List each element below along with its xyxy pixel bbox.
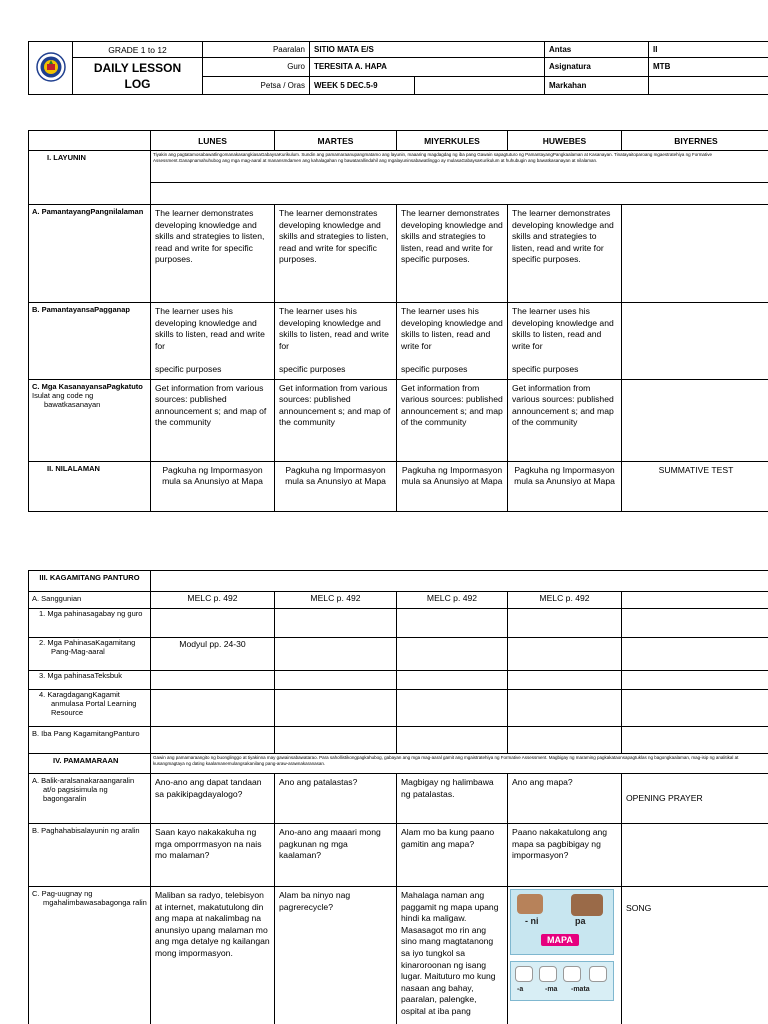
antas-label: Antas	[545, 42, 649, 58]
pagganap-cell	[275, 303, 397, 380]
pag-uugnay-label: C. Pag-uugnay ng mgahalimbawasabagonga ralin	[29, 887, 151, 1024]
seal-icon	[36, 52, 66, 82]
syllable-mata: -mata	[571, 986, 590, 993]
layunin-aralin-cell: Ano-ano ang maaari mong pagkunan ng mga kaalaman?	[275, 824, 397, 887]
nilalaman-cell: Pagkuha ng Impormasyon mula sa Anunsiyo at Mapa	[151, 461, 275, 511]
pagganap-text: The learner uses his developing knowledge and skills to listen, read and write for	[155, 306, 265, 351]
pagkatuto-cell: Get information from various sources: published announcement s; and map of the community	[397, 379, 508, 461]
day-header: LUNES	[151, 131, 275, 151]
pagganap-tail: specific purposes	[512, 363, 579, 374]
lesson-grid-bottom	[28, 570, 768, 1024]
page-title	[73, 58, 203, 95]
empty-cell	[275, 671, 397, 690]
syllable-pa: pa	[575, 916, 586, 926]
empty-cell	[397, 671, 508, 690]
pagganap-cell	[622, 303, 768, 380]
pagkatuto-sublabel2: bawatkasanayan	[44, 399, 101, 409]
balik-aral-cell: Ano ang patalastas?	[275, 774, 397, 824]
syllable-a: -a	[517, 986, 524, 993]
day-header: MARTES	[275, 131, 397, 151]
empty-cell	[275, 727, 397, 754]
empty-cell	[622, 638, 768, 671]
day-header: MIYERKULES	[397, 131, 508, 151]
pagkatuto-cell: Get information from various sources: published announcement s; and map of the community	[508, 379, 622, 461]
tile-picture	[589, 966, 607, 982]
pagkatuto-label-cell	[29, 379, 151, 461]
day-header: BIYERNES	[622, 131, 768, 151]
layunin-aralin-cell	[622, 824, 768, 887]
pagganap-text: The learner uses his developing knowledge and skills to listen, read and write for	[279, 306, 389, 351]
sanggunian-label: A. Sanggunian	[29, 592, 151, 609]
balik-aral-cell: Magbigay ng halimbawa ng patalastas.	[397, 774, 508, 824]
tile-picture	[563, 966, 581, 982]
eye-picture	[539, 966, 557, 982]
pagganap-tail: specific purposes	[401, 363, 468, 374]
pagganap-text: The learner uses his developing knowledge and skills to listen, read and write for	[512, 306, 614, 351]
item3-label: 3. Mga pahinasaTeksbuk	[29, 671, 151, 690]
nilalaman-label: II. NILALAMAN	[29, 461, 151, 511]
guro-label: Guro	[203, 58, 310, 77]
pagkatuto-sublabel1: Isulat ang code ng	[32, 390, 94, 400]
sanggunian-cell	[622, 592, 768, 609]
empty-cell	[508, 638, 622, 671]
sanggunian-cell: MELC p. 492	[275, 592, 397, 609]
pag-uugnay-cell: Maliban sa radyo, telebisyon at internet, makatutulong din ang mapa at nakalimbag na anunsiyo upang malaman mo ang mga detalye ng kailangan mong impormasyon.	[151, 887, 275, 1024]
pagganap-label: B. PamantayansaPagganap	[29, 303, 151, 380]
markahan-value	[649, 76, 768, 95]
petsa-label: Petsa / Oras	[203, 76, 310, 95]
pangnilalaman-label: A. PamantayangPangnilalaman	[29, 205, 151, 303]
empty-cell	[622, 727, 768, 754]
layunin-aralin-label: B. Paghahabisalayunin ng aralin	[29, 824, 151, 887]
pangnilalaman-cell: The learner demonstrates developing knowledge and skills and strategies to listen, read and write for specific purposes.	[151, 205, 275, 303]
iba-label: B. Iba Pang KagamitangPanturo	[29, 727, 151, 754]
item1-label: 1. Mga pahinasagabay ng guro	[29, 609, 151, 638]
header-table	[28, 41, 768, 95]
pangnilalaman-cell: The learner demonstrates developing knowledge and skills and strategies to listen, read and write for specific purposes.	[397, 205, 508, 303]
pagkatuto-cell: Get information from various sources: published announcement s; and map of the community	[275, 379, 397, 461]
hand-picture	[517, 894, 543, 914]
markahan-label: Markahan	[545, 76, 649, 95]
grade-label: GRADE 1 to 12	[73, 42, 203, 58]
item2-value: Modyul pp. 24-30	[151, 638, 275, 671]
nilalaman-cell: Pagkuha ng Impormasyon mula sa Anunsiyo at Mapa	[275, 461, 397, 511]
guro-value: TERESITA A. HAPA	[310, 58, 545, 77]
mapa-image-cell	[508, 887, 622, 1024]
empty-cell	[622, 671, 768, 690]
tile-picture	[515, 966, 533, 982]
pagganap-cell	[397, 303, 508, 380]
petsa-extra	[415, 76, 545, 95]
layunin-aralin-cell: Alam mo ba kung paano gamitin ang mapa?	[397, 824, 508, 887]
empty-cell	[275, 609, 397, 638]
pagganap-tail: specific purposes	[279, 363, 346, 374]
empty-cell	[275, 638, 397, 671]
pagkatuto-label: C. Mga KasanayansaPagkatuto	[32, 381, 143, 391]
layunin-aralin-cell: Paano nakakatulong ang mapa sa pagbibigay ng impormasyon?	[508, 824, 622, 887]
asignatura-value: MTB	[649, 58, 768, 77]
empty-cell	[275, 690, 397, 727]
day-header: HUWEBES	[508, 131, 622, 151]
sanggunian-cell: MELC p. 492	[508, 592, 622, 609]
pagkatuto-cell	[622, 379, 768, 461]
layunin-blank	[151, 183, 768, 205]
pagganap-cell	[151, 303, 275, 380]
pagkatuto-cell: Get information from various sources: published announcement s; and map of the community	[151, 379, 275, 461]
layunin-label: I. LAYUNIN	[29, 151, 151, 205]
pagganap-text: The learner uses his developing knowledge and skills to listen, read and write for	[401, 306, 503, 351]
syllable-ma: -ma	[545, 986, 558, 993]
pag-uugnay-cell: SONG	[622, 887, 768, 1024]
foot-picture	[571, 894, 603, 916]
syllable-ni: - ni	[525, 916, 539, 926]
pagganap-tail: specific purposes	[155, 363, 222, 374]
pagganap-cell	[508, 303, 622, 380]
pangnilalaman-cell: The learner demonstrates developing knowledge and skills and strategies to listen, read and write for specific purposes.	[508, 205, 622, 303]
nilalaman-cell: Pagkuha ng Impormasyon mula sa Anunsiyo at Mapa	[397, 461, 508, 511]
empty-cell	[151, 727, 275, 754]
pag-uugnay-cell: Mahalaga naman ang paggamit ng mapa upang hindi ka maligaw. Masasagot mo rin ang sino mang magtatanong sa iyo tungkol sa kinaroroonan ng isang lugar. Maituturo mo kung nasaan ang bahay, paaralan, palengke, ospital at iba pang	[397, 887, 508, 1024]
empty-cell	[151, 671, 275, 690]
paaralan-value: SITIO MATA E/S	[310, 42, 545, 58]
empty-cell	[622, 609, 768, 638]
lesson-grid-top	[28, 130, 768, 512]
empty-cell	[622, 690, 768, 727]
corner-cell	[29, 131, 151, 151]
balik-aral-cell: Ano-ano ang dapat tandaan sa pakikipagdayalogo?	[151, 774, 275, 824]
balik-aral-cell: OPENING PRAYER	[622, 774, 768, 824]
empty-cell	[508, 690, 622, 727]
petsa-value: WEEK 5 DEC.5-9	[310, 76, 415, 95]
asignatura-label: Asignatura	[545, 58, 649, 77]
empty-cell	[397, 727, 508, 754]
mapa-label: MAPA	[541, 934, 579, 946]
title-line2: LOG	[124, 77, 151, 91]
kagamitan-blank	[151, 571, 768, 592]
pamamaraan-label: IV. PAMAMARAAN	[29, 754, 151, 774]
pangnilalaman-cell: The learner demonstrates developing knowledge and skills and strategies to listen, read and write for specific purposes.	[275, 205, 397, 303]
pangnilalaman-cell	[622, 205, 768, 303]
balik-aral-cell: Ano ang mapa?	[508, 774, 622, 824]
antas-value: II	[649, 42, 768, 58]
layunin-text: Tiyakin ang pagtatamosabawatlingomanakasangkiasaGabaysaKurikulum. Sundin ang pamamaraanupangmatamo ang layunin, maaaring magdagdag ng iba pang Gawain sapagtuturo ng PamantayangPangkaalaman at Kasanayan. Tinatayaitoparoang mgaestratehiya ng Formative Assessment.Ganapnamahuhubog ang mga mag-aaral at manansmdamen ang kahalagahan ng bawatarallindahil ang mgalayuninsabawatlinggo ay mulasaGabaysaKurikulum at huhubugin ang bawatkasanayan at nilalaman.	[151, 151, 768, 183]
empty-cell	[508, 727, 622, 754]
empty-cell	[151, 609, 275, 638]
sanggunian-cell: MELC p. 492	[151, 592, 275, 609]
nilalaman-cell: SUMMATIVE TEST	[622, 461, 768, 511]
paaralan-label: Paaralan	[203, 42, 310, 58]
deped-seal-logo	[29, 42, 73, 95]
empty-cell	[397, 609, 508, 638]
mata-picture	[510, 961, 614, 1001]
empty-cell	[508, 671, 622, 690]
empty-cell	[508, 609, 622, 638]
empty-cell	[397, 638, 508, 671]
pag-uugnay-cell: Alam ba ninyo nag pagrerecycle?	[275, 887, 397, 1024]
item2-label: 2. Mga PahinasaKagamitang Pang-Mag-aaral	[29, 638, 151, 671]
layunin-aralin-cell: Saan kayo nakakakuha ng mga omporrmasyon na nais mo malaman?	[151, 824, 275, 887]
nilalaman-cell: Pagkuha ng Impormasyon mula sa Anunsiyo at Mapa	[508, 461, 622, 511]
mapa-picture	[510, 889, 614, 955]
empty-cell	[151, 690, 275, 727]
sanggunian-cell: MELC p. 492	[397, 592, 508, 609]
item4-label: 4. KaragdagangKagamit anmulasa Portal Learning Resource	[29, 690, 151, 727]
title-line1: DAILY LESSON	[93, 61, 182, 75]
empty-cell	[397, 690, 508, 727]
balik-aral-label: A. Balik-aralsanakaraangaralin at/o pagsisimula ng bagongaralin	[29, 774, 151, 824]
kagamitan-label: III. KAGAMITANG PANTURO	[29, 571, 151, 592]
pamamaraan-text: Gawin ang pamamaraangito ng buonglinggo at tiyakinna may gawainsabawatarao. Para sahollistikongpagkahubog, gabayan ang mga mag-aaral gamit ang mgaistratehiya ng Formative Assessment. Magbigay ng maraming pagkakataonsapagtuklas ng bagongkaalaman, mag-isip ng analitikal at kusangmagtaya ng dating kaalamanemulangsakanilang pang-araw-arawnakaranasan.	[151, 754, 768, 774]
